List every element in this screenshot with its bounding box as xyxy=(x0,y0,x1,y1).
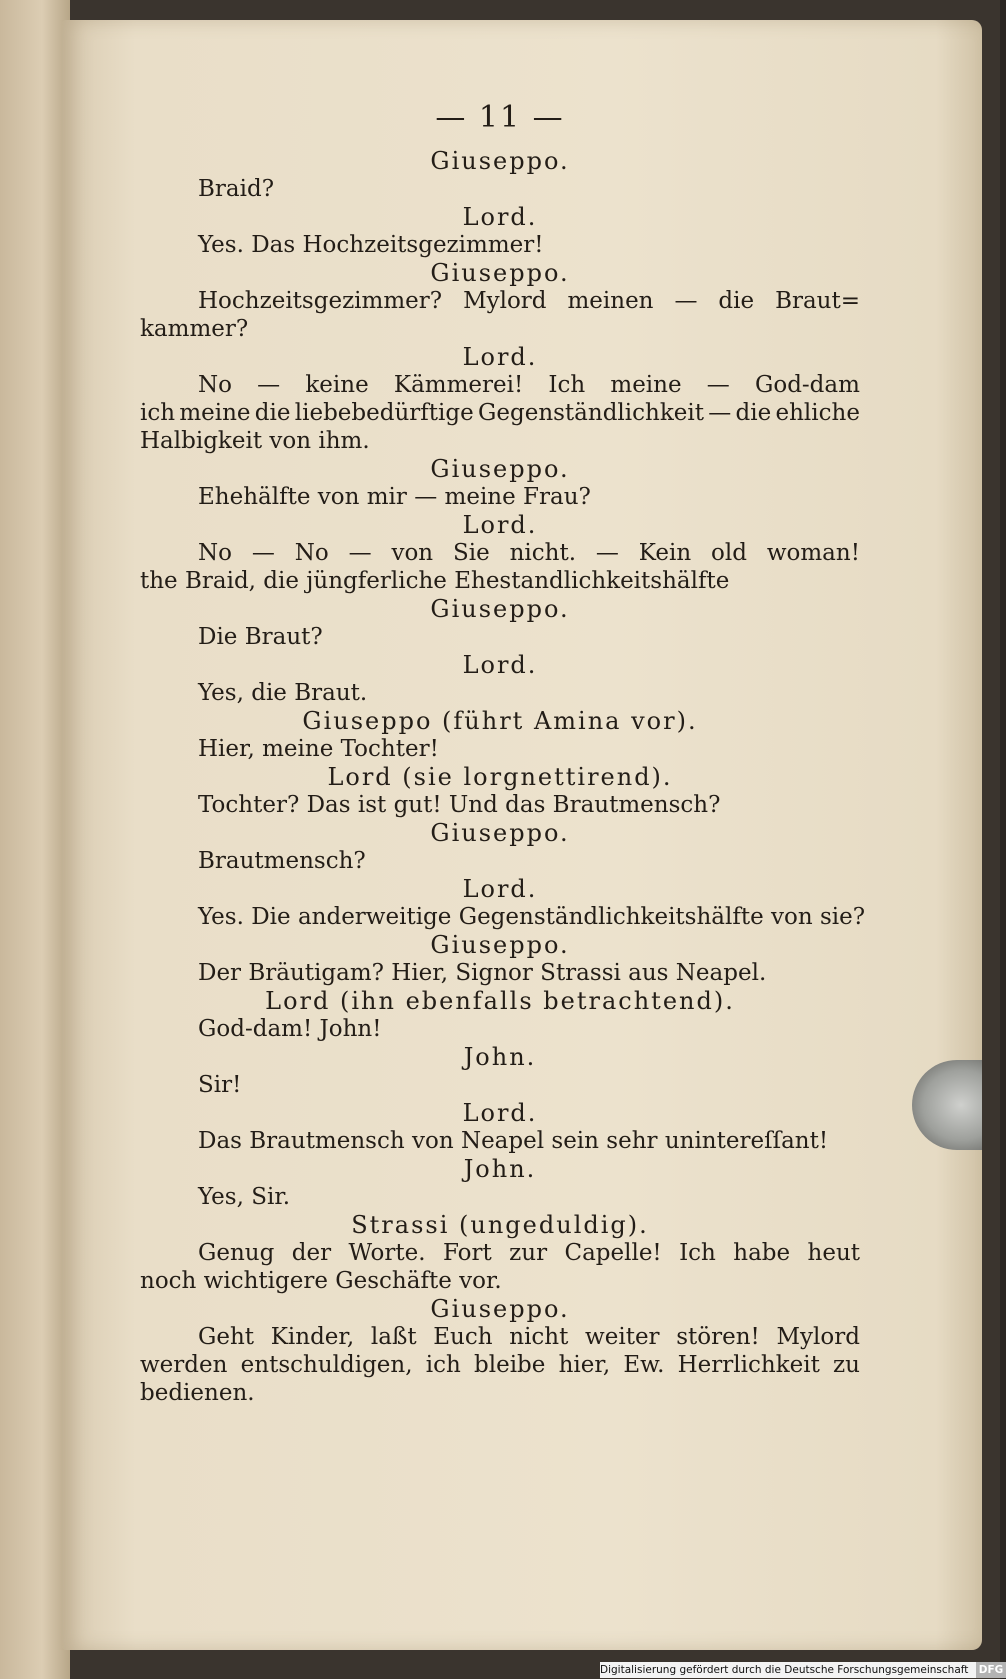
speaker-heading: Lord. xyxy=(462,875,538,903)
word: Sie xyxy=(453,540,490,566)
word: Gegenständlichkeit xyxy=(478,400,704,426)
word: die xyxy=(254,400,291,426)
text-line xyxy=(140,1351,860,1379)
text-line: Tochter? Das ist gut! Und das Brautmensch? xyxy=(198,792,721,818)
word: No xyxy=(198,540,232,566)
text-line: Das Brautmensch von Neapel sein sehr unintereſſant! xyxy=(198,1128,829,1154)
word: die xyxy=(735,400,772,426)
word: zu xyxy=(833,1352,860,1378)
page-text xyxy=(140,100,866,1407)
speaker-heading: Giuseppo. xyxy=(430,455,570,483)
word: God-dam xyxy=(754,372,860,398)
word: Herrlichkeit xyxy=(677,1352,820,1378)
word: laßt xyxy=(370,1324,417,1350)
text-line: Der Bräutigam? Hier, Signor Strassi aus Neapel. xyxy=(198,960,767,986)
text-line: Yes, Sir. xyxy=(198,1184,291,1210)
word: old xyxy=(711,540,747,566)
word: — xyxy=(674,288,698,314)
speaker-heading: Lord. xyxy=(462,1099,538,1127)
text-line xyxy=(140,1239,860,1267)
speaker-heading: Giuseppo. xyxy=(430,1295,570,1323)
word: meine xyxy=(610,372,682,398)
word: keine xyxy=(305,372,369,398)
speaker-heading: John. xyxy=(463,1043,537,1071)
word: Mylord xyxy=(463,288,547,314)
word: Kein xyxy=(638,540,692,566)
word: Hochzeitsgezimmer? xyxy=(198,288,443,314)
text-line: Yes. Das Hochzeitsgezimmer! xyxy=(198,232,544,258)
word: Kinder, xyxy=(270,1324,355,1350)
word: — xyxy=(595,540,619,566)
text-lines xyxy=(140,147,866,1407)
text-line: the Braid, die jüngferliche Ehestandlichkeitshälfte xyxy=(140,568,730,594)
left-page-edge xyxy=(0,0,70,1679)
word: Geht xyxy=(198,1324,255,1350)
dfg-logo: DFG xyxy=(976,1662,1006,1678)
text-line: noch wichtigere Geschäfte vor. xyxy=(140,1268,502,1294)
word: Fort xyxy=(442,1240,492,1266)
word: die xyxy=(718,288,755,314)
word: — xyxy=(348,540,372,566)
text-line: Braid? xyxy=(198,176,275,202)
word: werden xyxy=(140,1352,228,1378)
word: weiter xyxy=(585,1324,660,1350)
word: — xyxy=(257,372,281,398)
speaker-heading: Giuseppo. xyxy=(430,259,570,287)
word: meinen xyxy=(567,288,654,314)
word: ich xyxy=(140,400,176,426)
footer-credit-text: Digitalisierung gefördert durch die Deutsche Forschungsgemeinschaft xyxy=(600,1664,969,1676)
word: entschuldigen, xyxy=(240,1352,413,1378)
text-line: Ehehälfte von mir — meine Frau? xyxy=(198,484,591,510)
word: zur xyxy=(509,1240,548,1266)
text-line: Sir! xyxy=(198,1072,242,1098)
speaker-heading: Lord (sie lorgnettirend). xyxy=(327,763,673,791)
word: No xyxy=(294,540,329,566)
word: Kämmerei! xyxy=(393,372,524,398)
speaker-heading: Lord. xyxy=(462,651,538,679)
word: Mylord xyxy=(776,1324,860,1350)
speaker-heading: Giuseppo. xyxy=(430,595,570,623)
speaker-heading: Lord. xyxy=(462,343,538,371)
word: liebebedürftige xyxy=(294,400,474,426)
text-line xyxy=(140,287,860,315)
word: Ich xyxy=(679,1240,716,1266)
word: meine xyxy=(179,400,251,426)
word: — xyxy=(251,540,275,566)
text-line: Yes, die Braut. xyxy=(198,680,368,706)
word: heut xyxy=(807,1240,860,1266)
word: hier, xyxy=(558,1352,611,1378)
speaker-heading: Strassi (ungeduldig). xyxy=(351,1211,649,1239)
text-line: Yes. Die anderweitige Gegenständlichkeitshälfte von sie? xyxy=(198,904,866,930)
word: Worte. xyxy=(348,1240,426,1266)
word: Capelle! xyxy=(564,1240,662,1266)
speaker-heading: Lord (ihn ebenfalls betrachtend). xyxy=(265,987,735,1015)
word: Braut= xyxy=(775,288,860,314)
speaker-heading: Giuseppo (führt Amina vor). xyxy=(302,707,698,735)
text-line: kammer? xyxy=(140,316,249,342)
text-line xyxy=(140,1323,860,1351)
speaker-heading: Lord. xyxy=(462,203,538,231)
speaker-heading: Giuseppo. xyxy=(430,819,570,847)
word: — xyxy=(706,372,730,398)
word: ich xyxy=(425,1352,461,1378)
word: Genug xyxy=(198,1240,275,1266)
speaker-heading: Giuseppo. xyxy=(430,931,570,959)
text-line: Die Braut? xyxy=(198,624,323,650)
text-line: God-dam! John! xyxy=(198,1016,382,1042)
word: Ew. xyxy=(623,1352,665,1378)
word: ehliche xyxy=(775,400,860,426)
page-clip xyxy=(912,1060,982,1150)
word: woman! xyxy=(766,540,860,566)
word: habe xyxy=(733,1240,791,1266)
word: stören! xyxy=(676,1324,760,1350)
word: bleibe xyxy=(474,1352,546,1378)
word: von xyxy=(391,540,434,566)
text-line xyxy=(140,399,860,427)
footer-credit xyxy=(600,1662,1004,1678)
word: nicht xyxy=(509,1324,569,1350)
text-line: Brautmensch? xyxy=(198,848,366,874)
text-line: Hier, meine Tochter! xyxy=(198,736,439,762)
speaker-heading: Lord. xyxy=(462,511,538,539)
speaker-heading: Giuseppo. xyxy=(430,147,570,175)
word: der xyxy=(291,1240,332,1266)
page-number: — 11 — xyxy=(435,100,565,135)
word: No xyxy=(198,372,232,398)
text-line: bedienen. xyxy=(140,1380,255,1406)
text-line xyxy=(140,539,860,567)
text-line: Halbigkeit von ihm. xyxy=(140,428,370,454)
word: — xyxy=(708,400,732,426)
word: nicht. xyxy=(509,540,577,566)
word: Ich xyxy=(548,372,586,398)
word: Euch xyxy=(433,1324,493,1350)
text-line xyxy=(140,371,860,399)
speaker-heading: John. xyxy=(463,1155,537,1183)
